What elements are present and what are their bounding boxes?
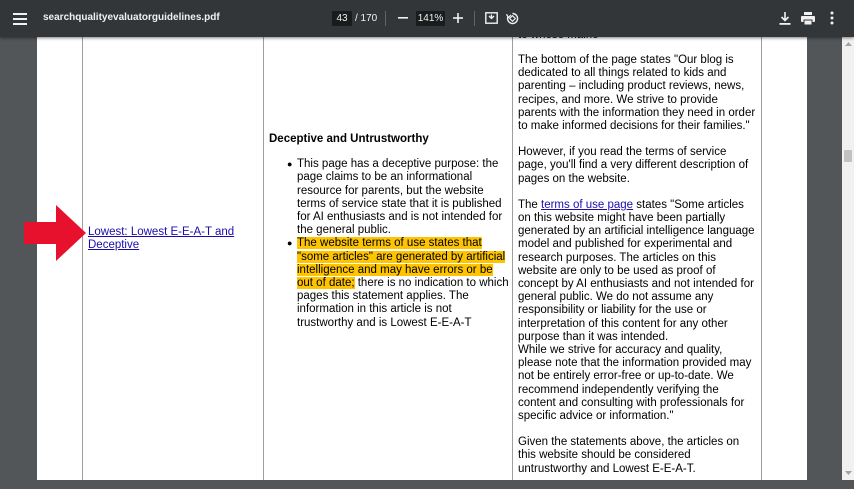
menu-icon[interactable]: [9, 8, 31, 30]
paragraph-text: states "Some articles on this website might have been partially generated by an artificial intelligence language model and published for experimental and research purposes. The articles on this website are only to be used as proof of concept by AI enthusiasts and not intended for general public. We do not assume any responsibility or liability for the use or interpretation of this content for any other purpose than it was intended.: [518, 198, 755, 343]
section-heading: Deceptive and Untrustworthy: [269, 133, 429, 145]
terms-of-use-link[interactable]: terms of use page: [541, 198, 634, 211]
download-icon: [779, 12, 791, 25]
scroll-down-icon[interactable]: [842, 466, 854, 480]
table-border: [263, 37, 264, 480]
paragraph: Given the statements above, the articles on this website should be considered untrustworthy and Lowest E-E-A-T.: [518, 436, 740, 475]
right-column: [518, 54, 756, 489]
vertical-scrollbar[interactable]: [842, 37, 854, 480]
pdf-viewer[interactable]: [0, 37, 854, 480]
middle-column: [269, 133, 509, 330]
plus-icon: [453, 13, 463, 23]
page-total: / 170: [355, 13, 378, 24]
bullet-item: [269, 237, 509, 329]
scroll-up-icon[interactable]: [842, 37, 854, 51]
minus-icon: [398, 17, 408, 19]
paragraph: [518, 199, 756, 344]
scrollbar-thumb[interactable]: [844, 150, 852, 162]
print-icon: [801, 12, 815, 25]
zoom-in-button[interactable]: [449, 9, 467, 27]
paragraph: While we strive for accuracy and quality, please note that the information provided may not be entirely error-free or up-to-date. We recommend independently verifying the content and consulting with professionals for specific advice or information.": [518, 344, 752, 423]
table-border: [512, 37, 513, 480]
paragraph-text: The: [518, 198, 542, 211]
zoom-input[interactable]: 141%: [417, 13, 444, 24]
download-button[interactable]: [776, 9, 794, 27]
fit-to-page-button[interactable]: [482, 9, 500, 27]
highlighted-text: The website terms of use states that "some articles" are generated by artificial intelligence and may have errors or be out of date;: [297, 237, 506, 290]
pdf-toolbar: [0, 0, 854, 37]
paragraph: However, if you read the terms of service page, you'll find a very different description of pages on the website.: [518, 146, 749, 185]
fit-page-icon: [485, 12, 498, 24]
print-button[interactable]: [799, 9, 817, 27]
toolbar-divider: [474, 11, 475, 26]
bullet-item: ● This page has a deceptive purpose: the page claims to be an informational resource for parents, but the website terms of service state that it is published for AI enthusiasts and is not intended for the general public.: [269, 158, 509, 237]
document-title: searchqualityevaluatorguidelines.pdf: [43, 12, 220, 23]
bullet-list: [269, 158, 509, 330]
page-number-input[interactable]: 43: [332, 11, 352, 26]
zoom-out-button[interactable]: [394, 9, 412, 27]
rotate-button[interactable]: [503, 9, 521, 27]
bullet-text: there is no indication to which pages this statement applies. The information in this article is not trustworthy and is Lowest E-E-A-T: [297, 277, 509, 329]
table-border: [761, 37, 762, 480]
rating-link-lowest[interactable]: Lowest: Lowest E-E-A-T and Deceptive: [88, 226, 235, 251]
toolbar-divider: [385, 11, 386, 26]
rotate-icon: [506, 12, 519, 25]
paragraph: The bottom of the page states "Our blog is dedicated to all things related to kids and parenting – including product reviews, news, recipes, and more. We strive to provide parents with the information they need in order to make informed decisions for their families.": [518, 54, 756, 133]
more-options-icon[interactable]: [823, 9, 841, 27]
red-arrow-annotation: [24, 205, 86, 261]
